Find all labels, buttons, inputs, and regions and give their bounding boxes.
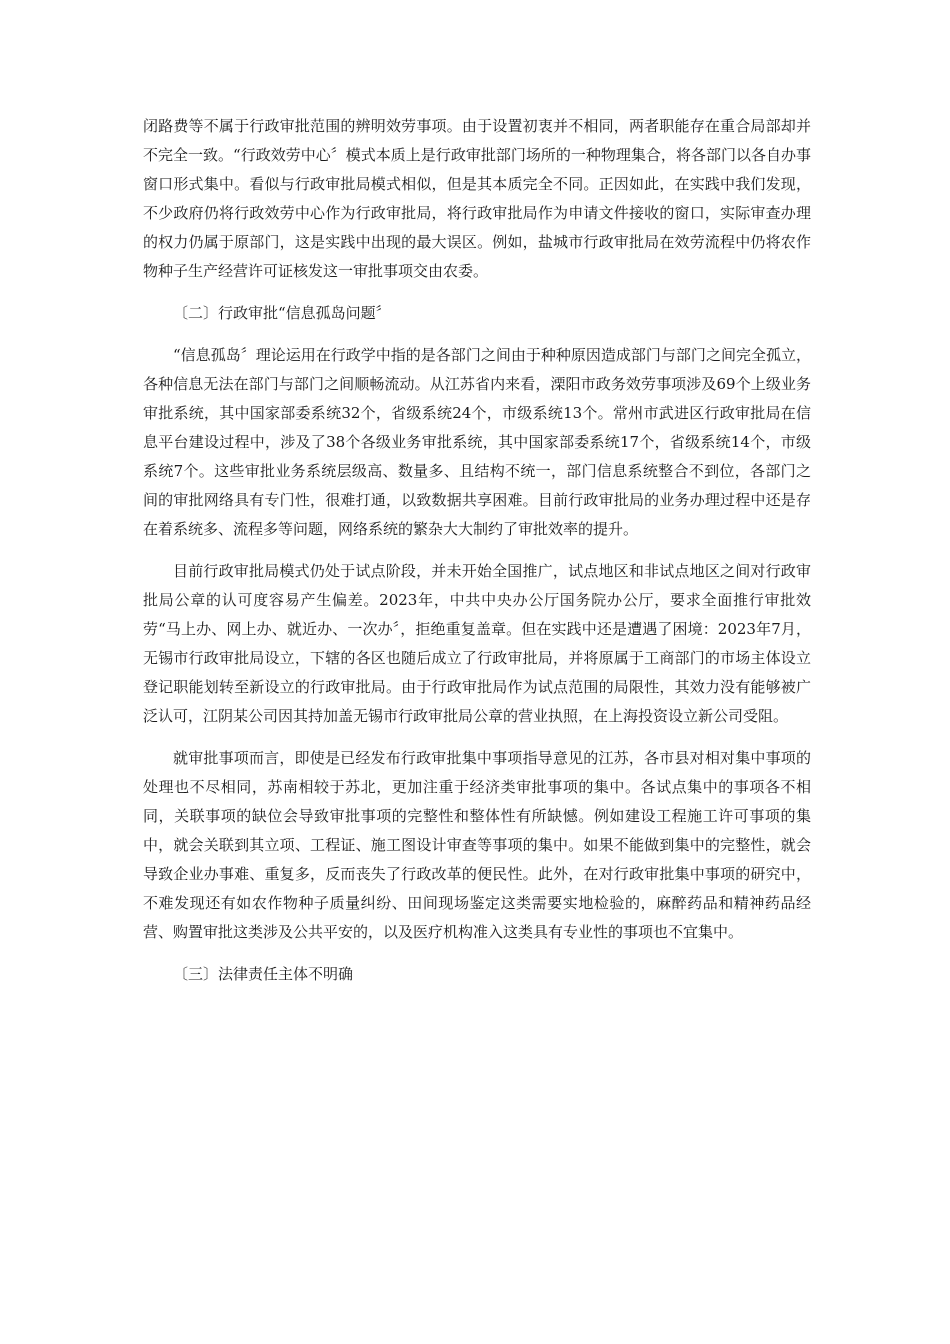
paragraph-information-island-theory: “信息孤岛〞理论运用在行政学中指的是各部门之间由于种种原因造成部门与部门之间完全孤立，各种信息无法在部门与部门之间顺畅流动。从江苏省内来看，溧阳市政务效劳事项涉及69个上级业务审批系统，其中国家部委系统32个，省级系统24个，市级系统13个。常州市武进区行政审批局在信息平台建设过程中，涉及了38个各级业务审批系统，其中国家部委系统17个，省级系统14个，市级系统7个。这些审批业务系统层级高、数量多、且结构不统一，部门信息系统整合不到位，各部门之间的审批网络具有专门性，很难打通，以致数据共享困难。目前行政审批局的业务办理过程中还是存在着系统多、流程多等问题，网络系统的繁杂大大制约了审批效率的提升。 [143,346,811,538]
section-heading-legal-responsibility: 〔三〕法律责任主体不明确 [173,965,354,983]
paragraph-seal-recognition: 目前行政审批局模式仍处于试点阶段，并未开始全国推广，试点地区和非试点地区之间对行政审批局公章的认可度容易产生偏差。2023年，中共中央办公厅国务院办公厅，要求全面推行审批效劳“马上办、网上办、就近办、一次办〞，拒绝重复盖章。但在实践中还是遭遇了困境：2023年7月，无锡市行政审批局设立，下辖的各区也随后成立了行政审批局，并将原属于工商部门的市场主体设立登记职能划转至新设立的行政审批局。由于行政审批局作为试点范围的局限性，其效力没有能够被广泛认可，江阴某公司因其持加盖无锡市行政审批局公章的营业执照，在上海投资设立新公司受阻。 [143,562,811,725]
paragraph-approval-items: 就审批事项而言，即使是已经发布行政审批集中事项指导意见的江苏，各市县对相对集中事项的处理也不尽相同，苏南相较于苏北，更加注重于经济类审批事项的集中。各试点集中的事项各不相同，关联事项的缺位会导致审批事项的完整性和整体性有所缺憾。例如建设工程施工许可事项的集中，就会关联到其立项、工程证、施工图设计审查等事项的集中。如果不能做到集中的完整性，就会导致企业办事难、重复多，反而丧失了行政改革的便民性。此外，在对行政审批集中事项的研究中，不难发现还有如农作物种子质量纠纷、田间现场鉴定这类需要实地检验的，麻醉药品和精神药品经营、购置审批这类涉及公共平安的，以及医疗机构准入这类具有专业性的事项也不宜集中。 [143,749,811,941]
document-page [143,112,811,1002]
paragraph-service-center: 闭路费等不属于行政审批范围的辨明效劳事项。由于设置初衷并不相同，两者职能存在重合局部却并不完全一致。“行政效劳中心〞模式本质上是行政审批部门场所的一种物理集合，将各部门以各自办事窗口形式集中。看似与行政审批局模式相似，但是其本质完全不同。正因如此，在实践中我们发现，不少政府仍将行政效劳中心作为行政审批局，将行政审批局作为申请文件接收的窗口，实际审查办理的权力仍属于原部门，这是实践中出现的最大误区。例如，盐城市行政审批局在效劳流程中仍将农作物种子生产经营许可证核发这一审批事项交由农委。 [143,117,811,280]
section-heading-information-island: 〔二〕行政审批“信息孤岛问题〞 [173,304,391,322]
